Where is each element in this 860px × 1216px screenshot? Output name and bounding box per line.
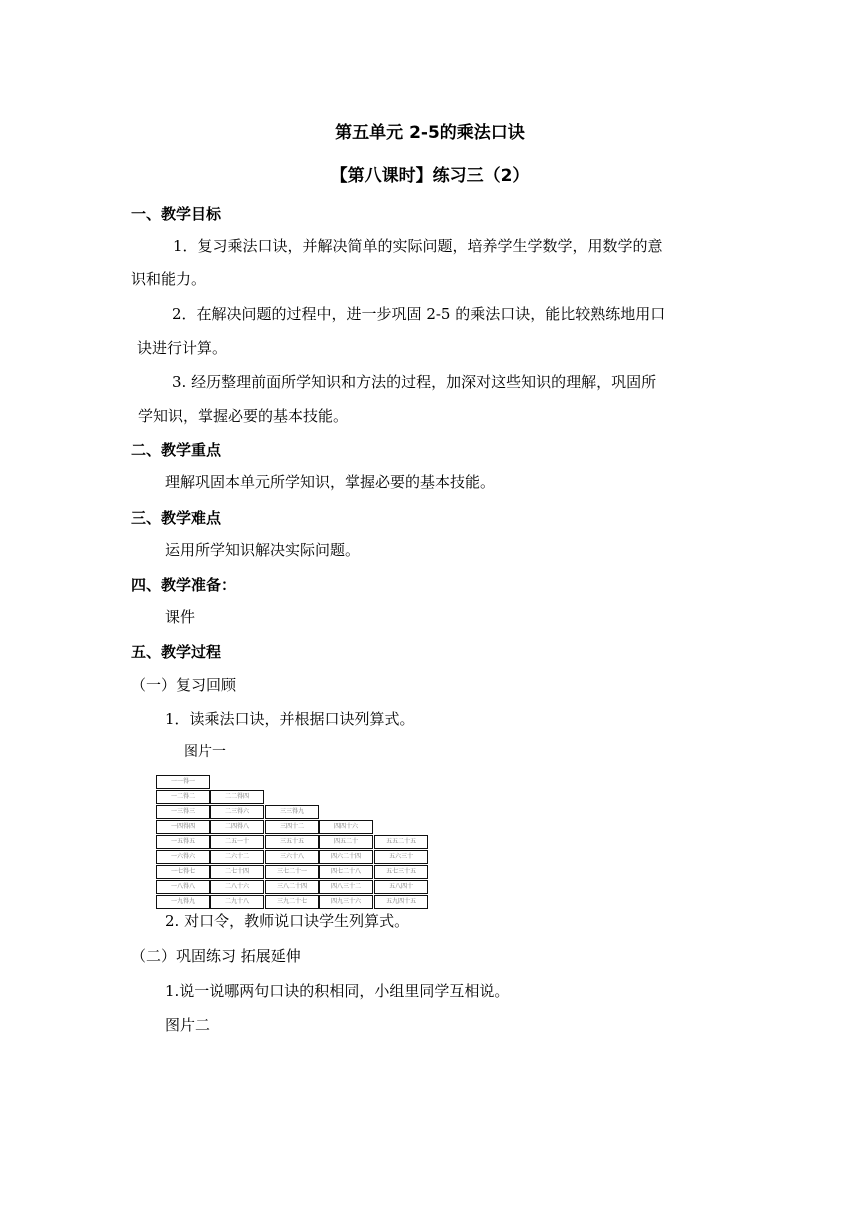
mult-table-cell: 三六十八 (265, 850, 319, 864)
goals-heading: 一、教学目标 (131, 205, 222, 223)
key-heading: 二、教学重点 (131, 441, 222, 459)
practice-heading: （二）巩固练习 拓展延伸 (131, 947, 301, 965)
mult-table-cell: 五五二十五 (374, 835, 428, 849)
review-heading: （一）复习回顾 (131, 676, 237, 694)
mult-table-cell: 五六三十 (374, 850, 428, 864)
mult-table-cell: 五八四十 (374, 880, 428, 894)
key-text: 理解巩固本单元所学知识，掌握必要的基本技能。 (165, 473, 496, 491)
mult-table-cell: 四五二十 (319, 835, 373, 849)
mult-table-cell: 一七得七 (156, 865, 210, 879)
preparation-text: 课件 (165, 608, 196, 626)
mult-table-cell: 三五十五 (265, 835, 319, 849)
goal1-line2: 识和能力。 (131, 270, 207, 288)
mult-table-cell: 一六得六 (156, 850, 210, 864)
mult-table-cell: 一一得一 (156, 775, 210, 789)
unit-title: 第五单元 2-5的乘法口诀 (335, 123, 525, 143)
mult-table-cell: 五七三十五 (374, 865, 428, 879)
preparation-heading: 四、教学准备： (131, 576, 237, 594)
mult-table-cell: 二五一十 (210, 835, 264, 849)
mult-table-cell: 四七二十八 (319, 865, 373, 879)
mult-table-cell: 四九三十六 (319, 895, 373, 909)
mult-table-cell: 五九四十五 (374, 895, 428, 909)
image1-caption: 图片一 (184, 744, 226, 760)
mult-table-cell: 二七十四 (210, 865, 264, 879)
mult-table-cell: 一二得二 (156, 790, 210, 804)
review-item1: 1．读乘法口诀，并根据口诀列算式。 (165, 710, 415, 728)
difficulty-text: 运用所学知识解决实际问题。 (165, 541, 361, 559)
lesson-subtitle: 【第八课时】练习三（2） (330, 166, 530, 186)
process-heading: 五、教学过程 (131, 643, 222, 661)
difficulty-heading: 三、教学难点 (131, 509, 222, 527)
mult-table-cell: 三三得九 (265, 805, 319, 819)
mult-table-cell: 二六十二 (210, 850, 264, 864)
mult-table-cell: 三八二十四 (265, 880, 319, 894)
mult-table-cell: 四八三十二 (319, 880, 373, 894)
mult-table-cell: 三九二十七 (265, 895, 319, 909)
practice-item1: 1.说一说哪两句口诀的积相同，小组里同学互相说。 (165, 982, 510, 1000)
mult-table-cell: 二三得六 (210, 805, 264, 819)
image2-caption: 图片二 (165, 1016, 211, 1034)
mult-table-cell: 一三得三 (156, 805, 210, 819)
goal3-line2: 学知识，掌握必要的基本技能。 (138, 407, 349, 425)
goal1-line1: 1．复习乘法口诀，并解决简单的实际问题，培养学生学数学，用数学的意 (173, 237, 663, 255)
review-item2: 2. 对口令，教师说口诀学生列算式。 (165, 912, 410, 930)
mult-table-cell: 四四十六 (319, 820, 373, 834)
goal2-line1: 2．在解决问题的过程中，进一步巩固 2-5 的乘法口诀，能比较熟练地用口 (172, 305, 666, 323)
mult-table-cell: 一四得四 (156, 820, 210, 834)
mult-table-cell: 一八得八 (156, 880, 210, 894)
mult-table-cell: 二二得四 (210, 790, 264, 804)
mult-table-cell: 二九十八 (210, 895, 264, 909)
mult-table-cell: 一九得九 (156, 895, 210, 909)
mult-table-cell: 二四得八 (210, 820, 264, 834)
goal2-line2: 诀进行计算。 (137, 339, 228, 357)
mult-table-cell: 四六二十四 (319, 850, 373, 864)
mult-table-cell: 一五得五 (156, 835, 210, 849)
mult-table-cell: 三四十二 (265, 820, 319, 834)
mult-table-cell: 三七二十一 (265, 865, 319, 879)
mult-table-cell: 二八十六 (210, 880, 264, 894)
goal3-line1: 3. 经历整理前面所学知识和方法的过程，加深对这些知识的理解，巩固所 (172, 373, 657, 391)
